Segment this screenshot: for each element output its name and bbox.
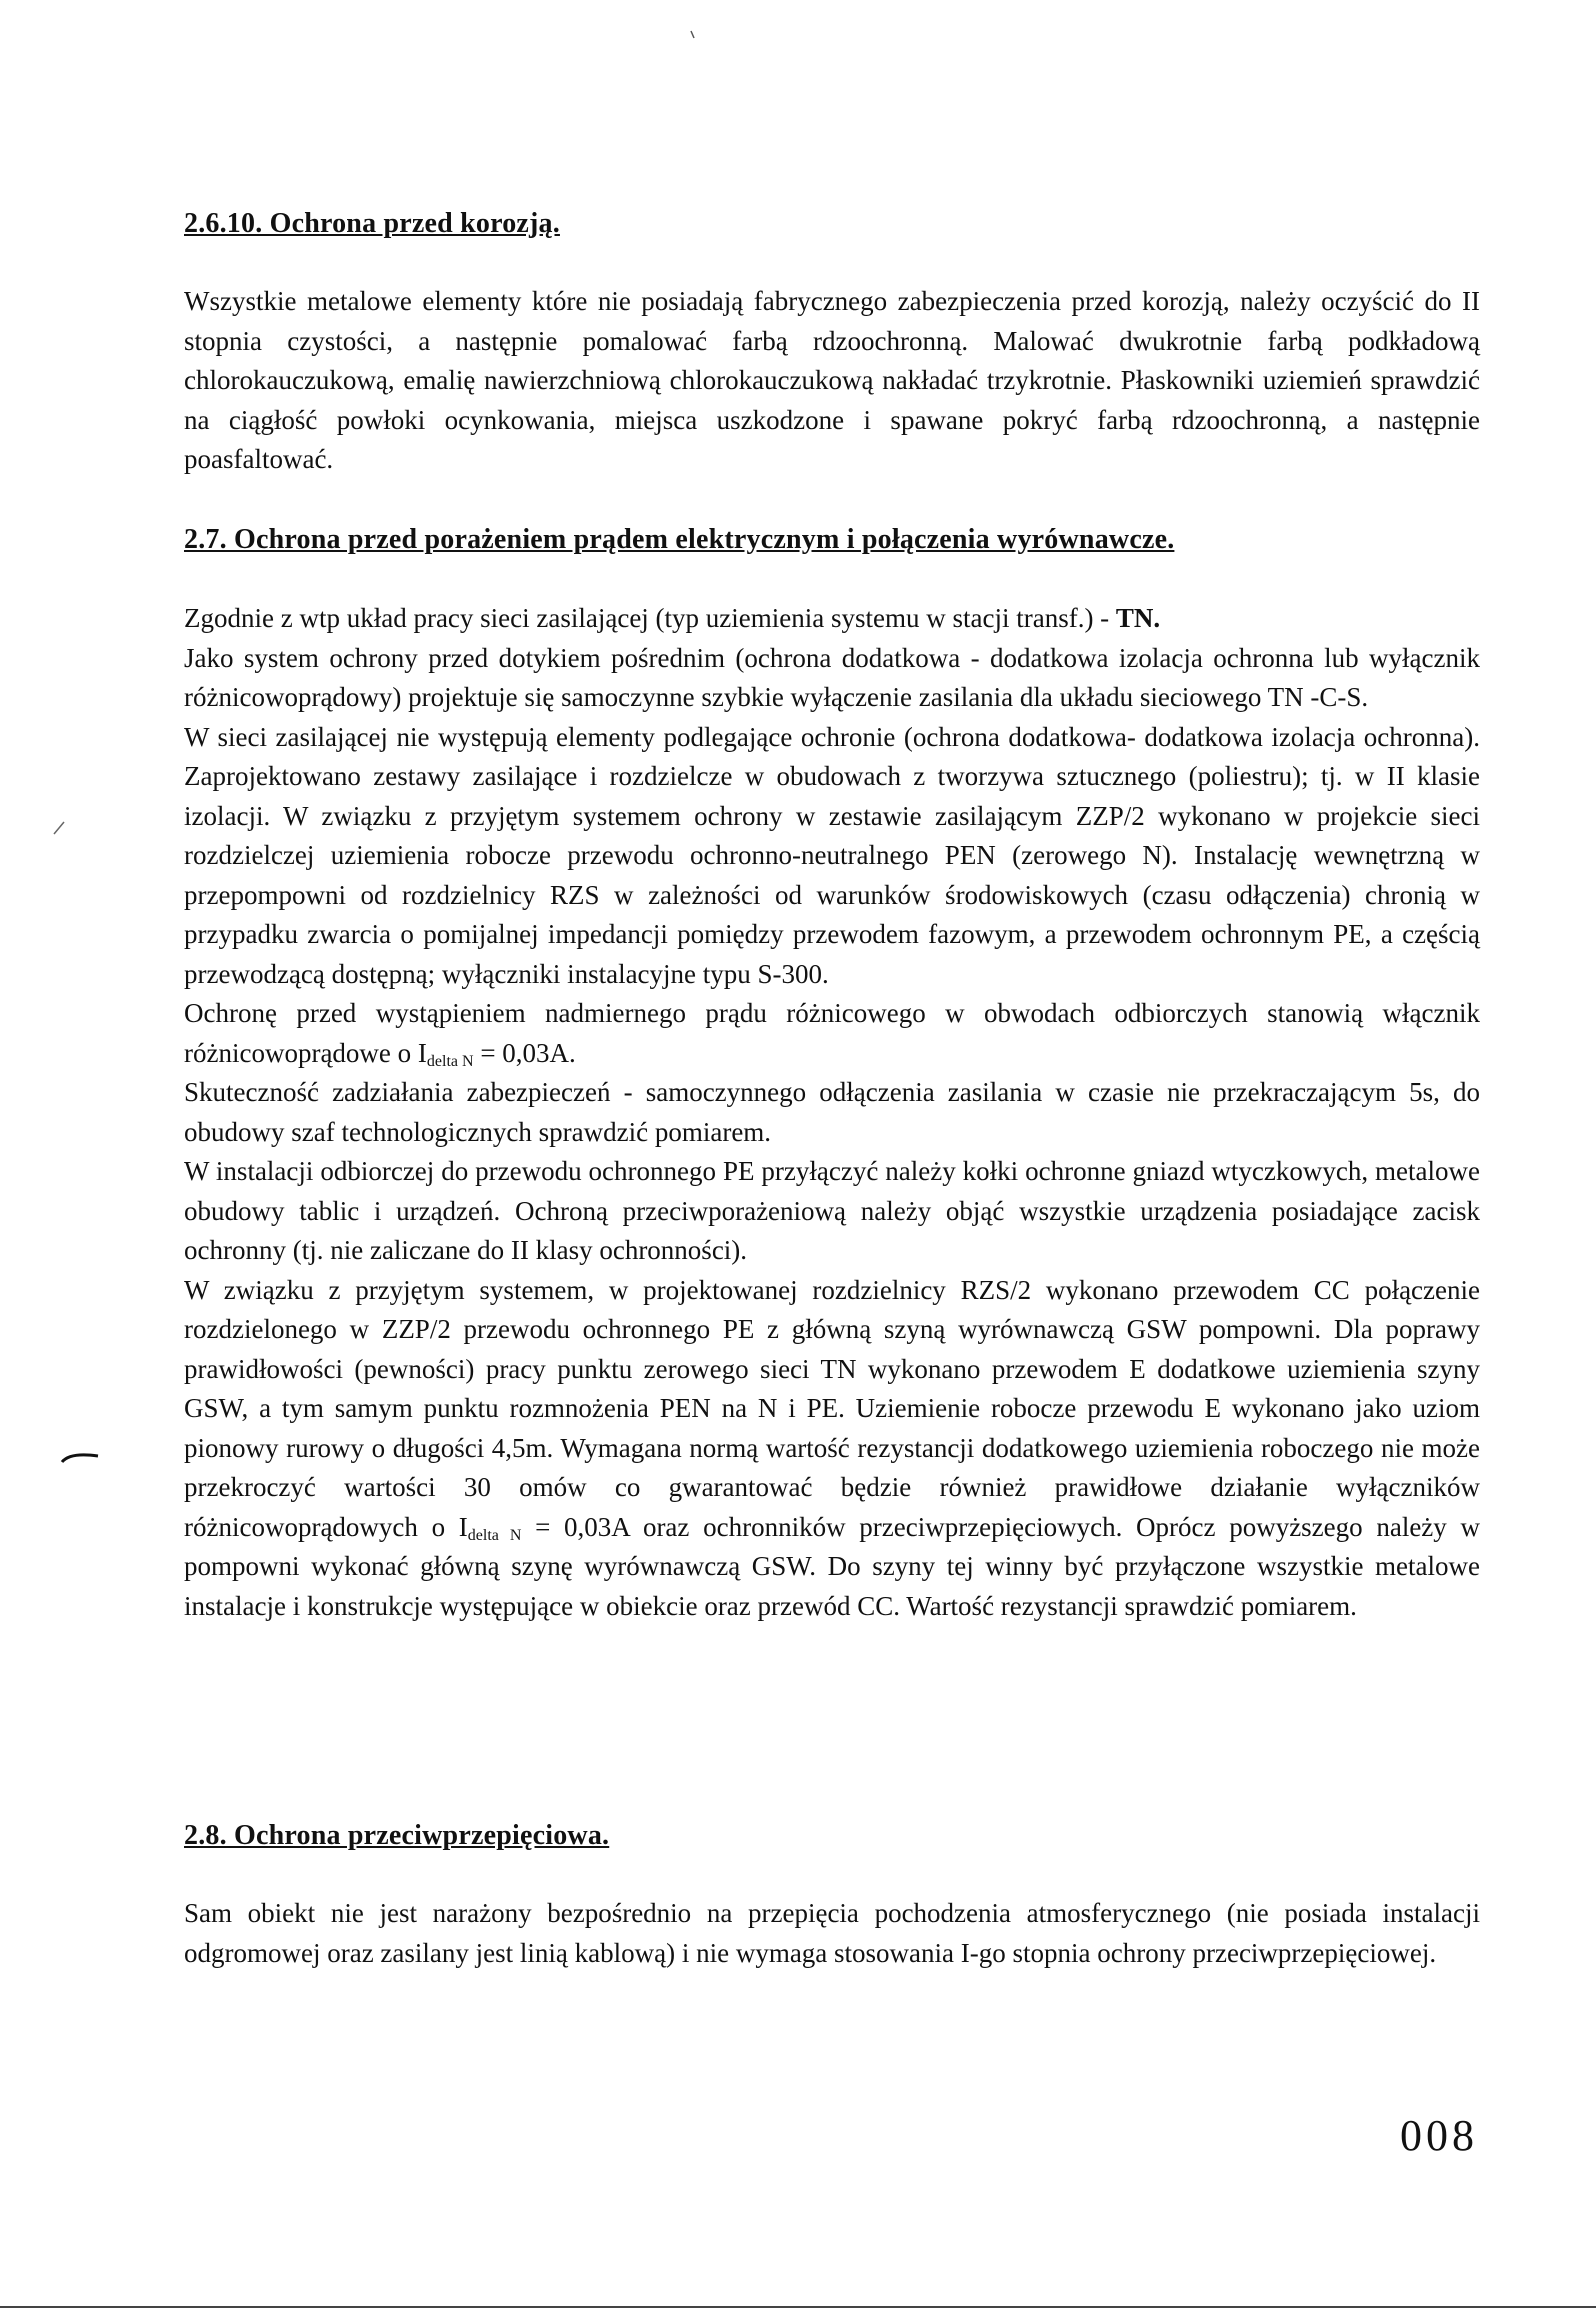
subscript: delta N xyxy=(426,1052,474,1070)
section-body-2-7 xyxy=(184,599,1480,1626)
scan-mark-top xyxy=(690,30,696,40)
paragraph xyxy=(184,599,1480,639)
section-heading-2-8: 2.8. Ochrona przeciwprzepięciowa. xyxy=(184,1820,610,1851)
section-heading-2-7: 2.7. Ochrona przed porażeniem prądem elektrycznym i połączenia wyrównawcze. xyxy=(184,524,1175,555)
paragraph-text: = 0,03A oraz ochronników przeciwprzepięciowych. Oprócz powyższego należy w pompowni wykonać główną szynę wyrównawczą GSW. Do szyny tej winny być przyłączone wszystkie metalowe instalacje i konstrukcje występujące w obiekcie oraz przewód CC. Wartość rezystancji sprawdzić pomiarem. xyxy=(184,1511,1480,1621)
paragraph: Sam obiekt nie jest narażony bezpośrednio na przepięcia pochodzenia atmosferycznego (nie posiada instalacji odgromowej oraz zasilany jest linią kablową) i nie wymaga stosowania I-go stopnia ochrony przeciwprzepięciowej. xyxy=(184,1898,1480,1968)
scan-edge-line xyxy=(0,2306,1596,2308)
paragraph: Wszystkie metalowe elementy które nie posiadają fabrycznego zabezpieczenia przed korozją, należy oczyścić do II stopnia czystości, a następnie pomalować farbą rdzoochronną. Malować dwukrotnie farbą podkładową chlorokauczukową, emalię nawierzchniową chlorokauczukową nakładać trzykrotnie. Płaskowniki uziemień sprawdzić na ciągłość powłoki ocynkowania, miejsca uszkodzone i spawane pokryć farbą rdzoochronną, a następnie poasfaltować. xyxy=(184,286,1480,474)
scan-dash-left xyxy=(60,1448,100,1464)
section-body-2-6-10 xyxy=(184,282,1480,480)
paragraph: W sieci zasilającej nie występują elementy podlegające ochronie (ochrona dodatkowa- dodatkowa izolacja ochronna). Zaprojektowano zestawy zasilające i rozdzielcze w obudowach z tworzywa sztucznego (poliestru); tj. w II klasie izolacji. W związku z przyjętym systemem ochrony w zestawie zasilającym ZZP/2 wykonano w projekcie sieci rozdzielczej uziemienia robocze przewodu ochronno-neutralnego PEN (zerowego N). Instalację wewnętrzną w przepompowni od rozdzielnicy RZS w zależności od warunków środowiskowych (czasu odłączenia) chronią w przypadku zwarcia o pomijalnej impedancji pomiędzy przewodem fazowym, a przewodem ochronnym PE, a częścią przewodzącą dostępną; wyłączniki instalacyjne typu S-300. xyxy=(184,721,1480,989)
paragraph-text: Ochronę przed wystąpieniem nadmiernego prądu różnicowego w obwodach odbiorczych stanowią włącznik różnicowoprądowe o I xyxy=(184,998,1480,1068)
paragraph-text: = 0,03A. xyxy=(473,1037,576,1068)
paragraph: Skuteczność zadziałania zabezpieczeń - samoczynnego odłączenia zasilania w czasie nie przekraczającym 5s, do obudowy szaf technologicznych sprawdzić pomiarem. xyxy=(184,1077,1480,1147)
paragraph: W instalacji odbiorczej do przewodu ochronnego PE przyłączyć należy kołki ochronne gniazd wtyczkowych, metalowe obudowy tablic i urządzeń. Ochroną przeciwporażeniową należy objąć wszystkie urządzenia posiadające zacisk ochronny (tj. nie zaliczane do II klasy ochronności). xyxy=(184,1156,1480,1265)
paragraph-text: W związku z przyjętym systemem, w projektowanej rozdzielnicy RZS/2 wykonano przewodem CC połączenie rozdzielonego w ZZP/2 przewodu ochronnego PE z główną szyną wyrównawczą GSW pompowni. Dla poprawy prawidłowości (pewności) pracy punktu zerowego sieci TN wykonano przewodem E dodatkowe uziemienia szyny GSW, a tym samym punktu rozmnożenia PEN na N i PE. Uziemienie robocze przewodu E wykonano jako uziom pionowy rurowy o długości 4,5m. Wymagana normą wartość rezystancji dodatkowego uziemienia roboczego nie może przekroczyć wartości 30 omów co gwarantować będzie również prawidłowe działanie wyłączników różnicowoprądowych o I xyxy=(184,1274,1480,1542)
section-heading-2-6-10: 2.6.10. Ochrona przed korozją. xyxy=(184,208,560,239)
system-type-tn: TN. xyxy=(1115,603,1161,633)
paragraph-text: Zgodnie z wtp układ pracy sieci zasilającej (typ uziemienia systemu w stacji transf.) - xyxy=(184,603,1116,633)
subscript: delta N xyxy=(467,1526,522,1544)
paragraph xyxy=(184,994,1480,1073)
paragraph: Jako system ochrony przed dotykiem pośrednim (ochrona dodatkowa - dodatkowa izolacja ochronna lub wyłącznik różnicowoprądowy) projektuje się samoczynne szybkie wyłączenie zasilania dla układu sieciowego TN -C-S. xyxy=(184,642,1480,712)
section-body-2-8 xyxy=(184,1894,1480,1973)
page-number: 008 xyxy=(1400,2111,1478,2160)
paragraph xyxy=(184,1271,1480,1627)
scan-mark-left xyxy=(52,820,66,836)
